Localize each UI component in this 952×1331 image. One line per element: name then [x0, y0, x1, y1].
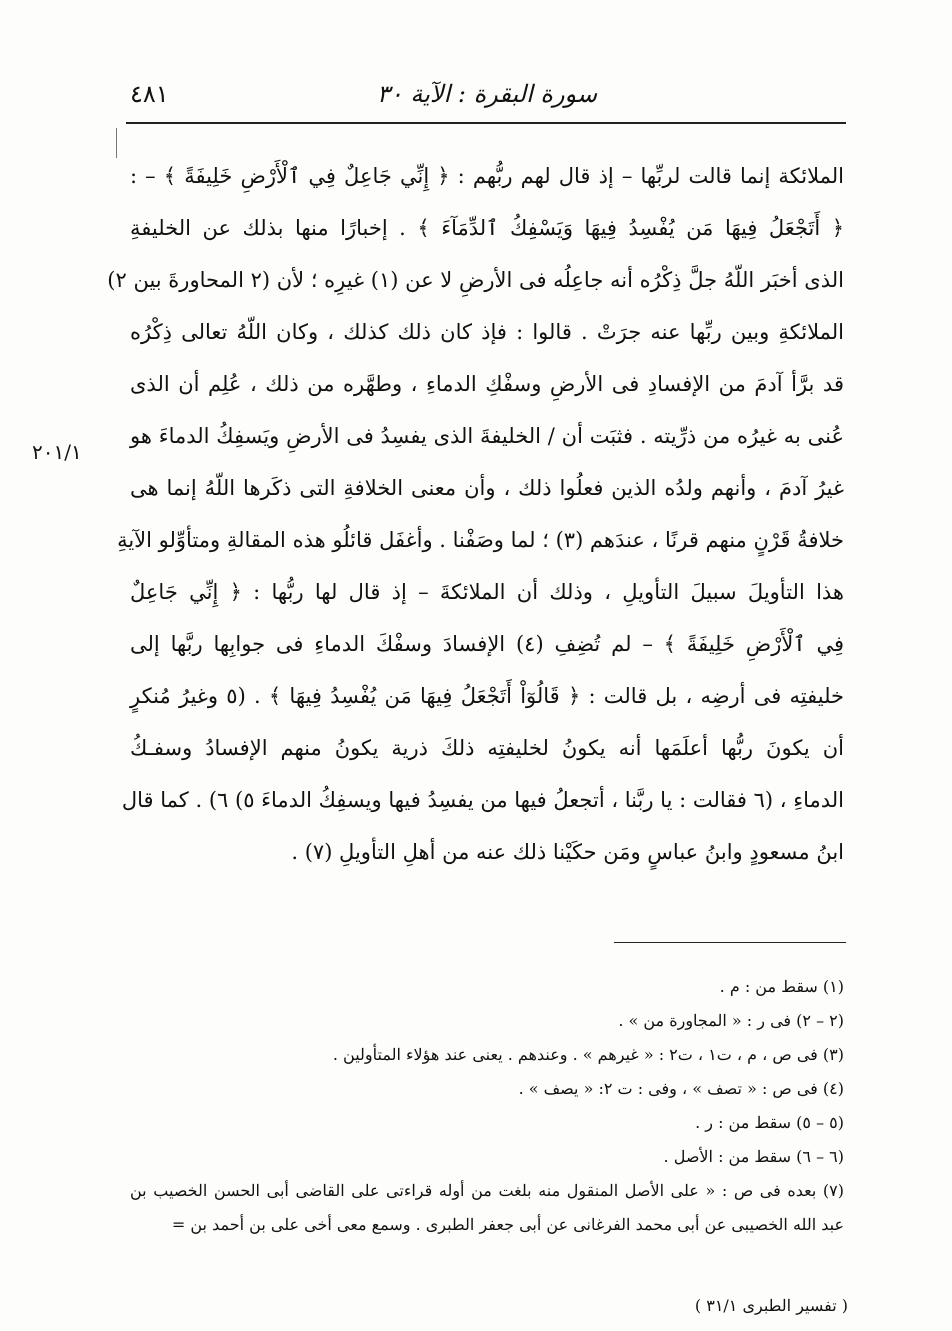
footnote: (١) سقط من : م . [719, 977, 844, 996]
margin-mark [116, 128, 117, 158]
footnote: (٣) فى ص ، م ، ت١ ، ت٢ : « غيرهم » . وعندهم . يعنى عند هؤلاء المتأولين . [332, 1045, 844, 1064]
footnote: (٥ – ٥) سقط من : ر . [695, 1113, 844, 1132]
footnote: (٤) فى ص : « تصف » ، وفى : ت ٢: « يصف » . [518, 1079, 844, 1098]
text-line: الذى أخبَر اللّهُ جلَّ ذِكْرُه أنه جاعِلُه فى الأرضِ لا عن (١) غيرِه ؛ لأن (٢ المحاورةَ بين ٢) [107, 268, 844, 292]
text-line: أن يكونَ ربُّها أعلَمَها أنه يكونُ لخليفتِه ذلكَ ذرية يكونُ منهم الإفسادُ وسفـكُ [130, 736, 844, 760]
source-reference: ( تفسير الطبرى ٣١/١ ) [694, 1296, 848, 1315]
main-text [107, 150, 845, 878]
footnote-continuation: عبد الله الخصيبى عن أبى محمد الفرغانى عن أبى جعفر الطبرى . وسمع معى أخى على بن أحمد بن = [171, 1215, 844, 1234]
footnotes [130, 970, 844, 1242]
text-line: عُنى به غيرُه من ذرِّيته . فثبَت أن / الخليفةَ الذى يفسِدُ فى الأرضِ ويَسفِكُ الدماءَ هو [130, 424, 844, 448]
text-line: هذا التأويلَ سبيلَ التأويلِ ، وذلك أن الملائكةَ – إذ قال لها ربُّها : ﴿ إِنِّي جَاعِلٌ [130, 580, 844, 604]
text-line: فِي ٱلْأَرْضِ خَلِيفَةً ﴾ – لم تُضِفِ (٤) الإفسادَ وسفْكَ الدماءِ فى جوابِها ربَّها إلى [130, 632, 844, 656]
footnote: (٢ – ٢) فى ر : « المجاورة من » . [618, 1011, 844, 1030]
footnote: (٦ – ٦) سقط من : الأصل . [663, 1147, 844, 1166]
running-title: سورة البقرة : الآية ٣٠ [376, 80, 598, 108]
header-rule [126, 122, 846, 124]
footnote-rule [614, 942, 846, 943]
text-line: ﴿ أَتَجْعَلُ فِيهَا مَن يُفْسِدُ فِيهَا وَيَسْفِكُ ٱلدِّمَآءَ ﴾ . إخبارًا منها بذلك عن الخليفةِ [130, 216, 844, 240]
page-number: ٤٨١ [130, 80, 169, 108]
text-line: خلافةُ قَرْنٍ منهم قرنًا ، عندَهم (٣) ؛ لما وصَفْنا . وأغفَل قائلُو هذه المقالةِ ومتأوِّلو الآيةِ [117, 528, 844, 552]
text-line: قد برَّأ آدمَ من الإفسادِ فى الأرضِ وسفْكِ الدماءِ ، وطهَّره من ذلك ، عُلِم أن الذى [130, 372, 844, 396]
text-line: غيرُ آدمَ ، وأنهم ولدُه الذين فعلُوا ذلك ، وأن معنى الخلافةِ التى ذكَرها اللّهُ إنما هى [130, 476, 844, 500]
page-header [130, 78, 844, 118]
text-line: الدماءِ ، (٦ فقالت : يا ربَّنا ، أتجعلُ فيها من يفسِدُ فيها ويسفِكُ الدماءَ ٥) ٦) . كما قال [121, 788, 844, 812]
text-line: ابنُ مسعودٍ وابنُ عباسٍ ومَن حكَيْنا ذلك عنه من أهلِ التأويلِ (٧) . [291, 840, 844, 864]
footnote: (٧) بعده فى ص : « على الأصل المنقول منه بلغت من أوله قراءتى على القاضى أبى الحسن الخصيب بن [130, 1181, 844, 1200]
text-line: الملائكة إنما قالت لربِّها – إذ قال لهم ربُّهم : ﴿ إِنِّي جَاعِلٌ فِي ٱلْأَرْضِ خَلِيفَةً ﴾ – : [130, 164, 844, 188]
text-line: خليفتِه فى أرضِه ، بل قالت : ﴿ قَالُوٓاْ أَتَجْعَلُ فِيهَا مَن يُفْسِدُ فِيهَا ﴾ . (٥ وغيرُ مُنكرٍ [130, 684, 845, 708]
text-line: الملائكةِ وبين ربِّها عنه جرَتْ . قالوا : فإذ كان ذلك كذلك ، وكان اللّهُ تعالى ذِكْرُه [130, 320, 844, 344]
margin-reference: ٢٠١/١ [32, 440, 82, 464]
